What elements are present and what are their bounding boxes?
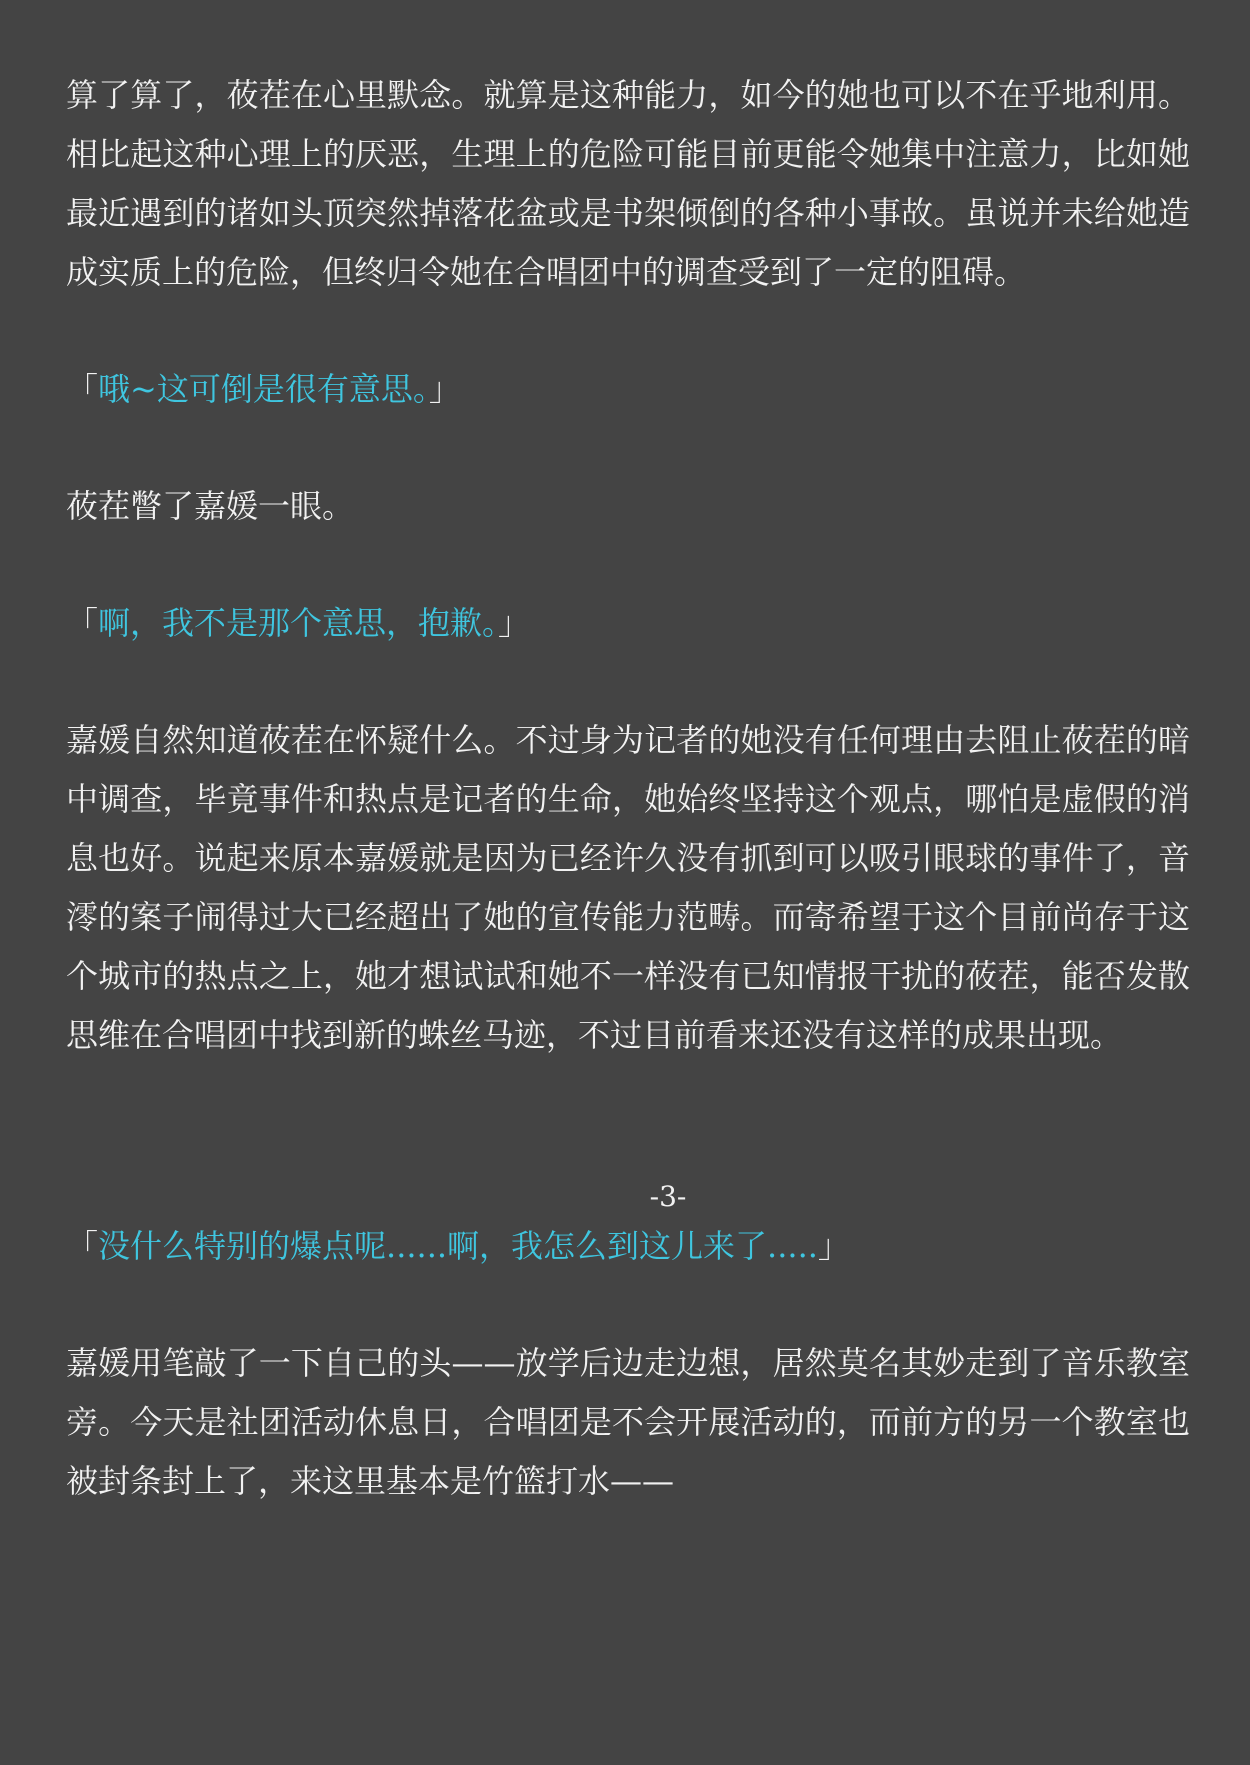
open-quote: 「	[66, 1227, 99, 1265]
close-quote: 」	[428, 370, 461, 408]
open-quote: 「	[66, 370, 99, 408]
open-quote: 「	[66, 604, 99, 642]
spacer	[66, 302, 1190, 360]
section-marker: -3-	[649, 1180, 687, 1213]
spacer	[66, 419, 1190, 477]
dialogue-text-1: 哦~这可倒是很有意思。	[98, 370, 429, 408]
dialogue-line-3	[66, 1217, 1190, 1276]
paragraph-2: 莜茬瞥了嘉媛一眼。	[66, 487, 355, 525]
spacer	[66, 653, 1190, 711]
paragraph-1: 算了算了，莜茬在心里默念。就算是这种能力，如今的她也可以不在乎地利用。相比起这种心理上的厌恶，生理上的危险可能目前更能令她集中注意力，比如她最近遇到的诸如头顶突然掉落花盆或是书架倾倒的各种小事故。虽说并未给她造成实质上的危险，但终归令她在合唱团中的调查受到了一定的阻碍。	[66, 76, 1190, 291]
paragraph-3: 嘉媛自然知道莜茬在怀疑什么。不过身为记者的她没有任何理由去阻止莜茬的暗中调查，毕竟事件和热点是记者的生命，她始终坚持这个观点，哪怕是虚假的消息也好。说起来原本嘉媛就是因为已经许久没有抓到可以吸引眼球的事件了，音澪的案子闹得过大已经超出了她的宣传能力范畴。而寄希望于这个目前尚存于这个城市的热点之上，她才想试试和她不一样没有已知情报干扰的莜茬，能否发散思维在合唱团中找到新的蛛丝马迹，不过目前看来还没有这样的成果出现。	[66, 721, 1190, 1054]
spacer	[66, 536, 1190, 594]
spacer	[66, 1065, 1190, 1177]
spacer	[66, 1276, 1190, 1334]
close-quote: 」	[498, 604, 531, 642]
dialogue-text-2: 啊，我不是那个意思，抱歉。	[98, 604, 499, 642]
close-quote: 」	[817, 1227, 850, 1265]
paragraph-4: 嘉媛用笔敲了一下自己的头——放学后边走边想，居然莫名其妙走到了音乐教室旁。今天是社团活动休息日，合唱团是不会开展活动的，而前方的另一个教室也被封条封上了，来这里基本是竹篮打水——	[66, 1344, 1190, 1500]
dialogue-line-1	[66, 360, 1190, 419]
dialogue-text-3: 没什么特别的爆点呢......啊，我怎么到这儿来了.....	[98, 1227, 818, 1265]
dialogue-line-2	[66, 594, 1190, 653]
